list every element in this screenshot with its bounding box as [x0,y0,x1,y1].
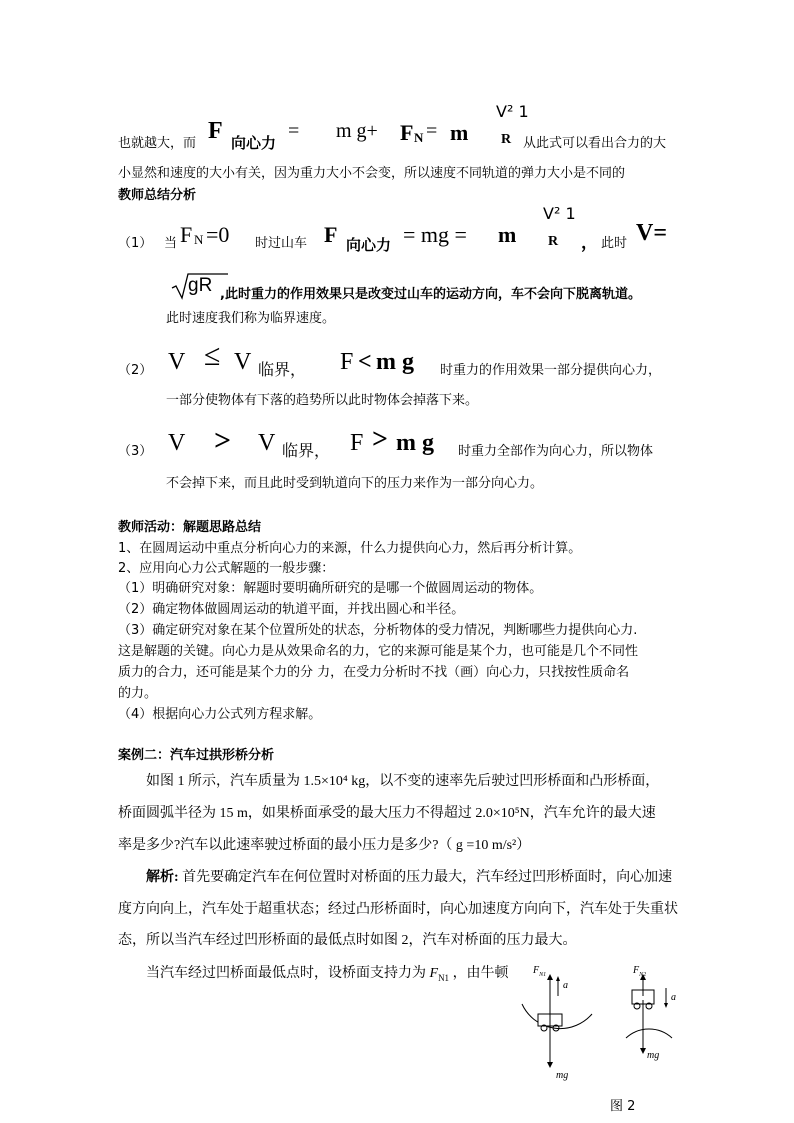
item-1-eq: = mg = [403,222,467,247]
analysis-line-2: 度方向向上，汽车处于超重状态；经过凸形桥面时，向心加速度方向向下，汽车处于失重状 [118,902,678,917]
item-1-line-3: 此时速度我们称为临界速度。 [166,311,336,326]
convex-arc [626,1029,672,1038]
label-force-right: $F_{N2}$ [633,965,647,978]
equals-2: = [426,120,438,142]
case-line-3: 率是多少?汽车以此速率驶过桥面的最小压力是多少?（ g =10 m/s²） [118,838,531,853]
label-weight-left: mg [556,1070,569,1081]
symbol-F: F [208,118,223,144]
item-3-F: F [350,430,364,456]
item-1-fraction-denominator: R [548,234,559,249]
step-line: 质力的合力，还可能是某个力的分 力，在受力分析时不找（画）向心力，只找按性质命名 [118,665,630,680]
item-1-N: N [194,232,204,247]
figure-2-diagram [508,960,688,1090]
item-2-le: ≤ [204,339,221,372]
last-line-sub: N1 [438,972,450,983]
item-3-V: V [168,430,186,456]
subscript-centripetal: 向心力 [231,134,277,152]
step-line: （3）确定研究对象在某个位置所处的状态，分析物体的受力情况，判断哪些力提供向心力. [118,623,638,638]
label-weight-right: mg [647,1050,660,1061]
heading-teacher-summary: 教师总结分析 [118,188,197,203]
analysis-label: 解析: [146,870,179,885]
item-3-mg: m g [396,430,434,456]
item-1-number: （1） [118,236,153,251]
item-1-then: 此时 [601,236,628,251]
item-1-FN: F [180,222,193,247]
item-1-text: 时过山车 [255,236,308,251]
last-line [146,962,509,983]
text-suffix: 从此式可以看出合力的大 [523,136,667,151]
item-1-fraction-numerator: V² 1 [543,204,576,223]
step-line: 这是解题的关键。向心力是从效果命名的力，它的来源可能是某个力，也可能是几个不同性 [118,644,639,659]
item-1-when: 当 [164,236,178,251]
symbol-FN: F [400,120,414,145]
item-3-gt2: > [372,424,388,455]
item-2-lt: < [358,349,372,375]
text-prefix: 也就越大，而 [118,136,197,151]
item-2-mg: m g [376,349,414,375]
paragraph-line-2: 小显然和速度的大小有关，因为重力大小不会变，所以速度不同轨道的弹力大小是不同的 [118,166,626,181]
analysis-line-1 [146,866,672,886]
item-1-m: m [498,222,517,247]
analysis-line-3: 态，所以当汽车经过凹形桥面的最低点时如图 2，汽车对桥面的压力最大。 [118,933,577,948]
analysis-text: 首先要确定汽车在何位置时对桥面的压力最大，汽车经过凹形桥面时，向心加速 [182,870,673,885]
item-3-V2: V [258,430,276,456]
item-2-number: （2） [118,363,153,378]
step-line: （4）根据向心力公式列方程求解。 [118,707,322,722]
last-line-F: F [429,966,439,981]
step-line: 1、在圆周运动中重点分析向心力的来源，什么力提供向心力，然后再分析计算。 [118,541,582,556]
item-3-line-2: 不会掉下来，而且此时受到轨道向下的压力来作为一部分向心力。 [166,476,544,491]
item-2-text: 时重力的作用效果一部分提供向心力， [440,363,662,378]
item-1-subscript: 向心力 [346,236,392,254]
sqrt-content: gR [188,275,213,296]
mg-plus: m g+ [336,120,378,142]
last-line-text: 当汽车经过凹桥面最低点时，设桥面支持力为 [146,966,426,981]
label-force-left: $F_{N1}$ [533,965,547,978]
item-1-comma: ， [581,233,598,253]
item-3-gt: > [214,424,232,457]
item-2-V2: V [234,349,252,375]
figure-caption: 图 2 [610,1099,636,1114]
step-line: 2、应用向心力公式解题的一般步骤： [118,561,335,576]
item-3-text: 时重力全部作为向心力，所以物体 [458,444,654,459]
item-2-line-2: 一部分使物体有下落的趋势所以此时物体会掉落下来。 [166,393,479,408]
subscript-N: N [414,130,424,145]
item-1-eq0: =0 [206,222,230,247]
item-3-critical: 临界， [282,441,331,460]
fraction-denominator: R [501,132,512,147]
item-1-V: V= [636,220,668,246]
item-2-critical: 临界， [258,360,307,379]
item-3-number: （3） [118,444,153,459]
fraction-numerator: V² 1 [496,102,529,121]
step-line: （2）确定物体做圆周运动的轨道平面，并找出圆心和半径。 [118,602,465,617]
label-accel-right: a [671,992,676,1003]
symbol-m: m [450,120,469,145]
label-accel-left: a [563,980,568,991]
item-2-V: V [168,349,186,375]
item-1-F: F [324,222,338,247]
heading-teacher-activity: 教师活动：解题思路总结 [118,520,262,535]
case-line-1: 如图 1 所示，汽车质量为 1.5×10⁴ kg，以不变的速率先后驶过凹形桥面和凸形桥面， [146,774,660,789]
step-line: （1）明确研究对象：解题时要明确所研究的是哪一个做圆周运动的物体。 [118,581,543,596]
item-2-F: F [340,349,354,375]
equals: = [288,120,300,142]
step-line: 的力。 [118,686,158,701]
last-line-tail: ，由牛顿 [452,966,509,981]
heading-case-two: 案例二：汽车过拱形桥分析 [118,748,275,763]
case-line-2: 桥面圆弧半径为 15 m，如果桥面承受的最大压力不得超过 2.0×10⁵N，汽车允许的最大速 [118,806,656,821]
item-1-rest: ,此时重力的作用效果只是改变过山车的运动方向，车不会向下脱离轨道。 [220,287,641,302]
